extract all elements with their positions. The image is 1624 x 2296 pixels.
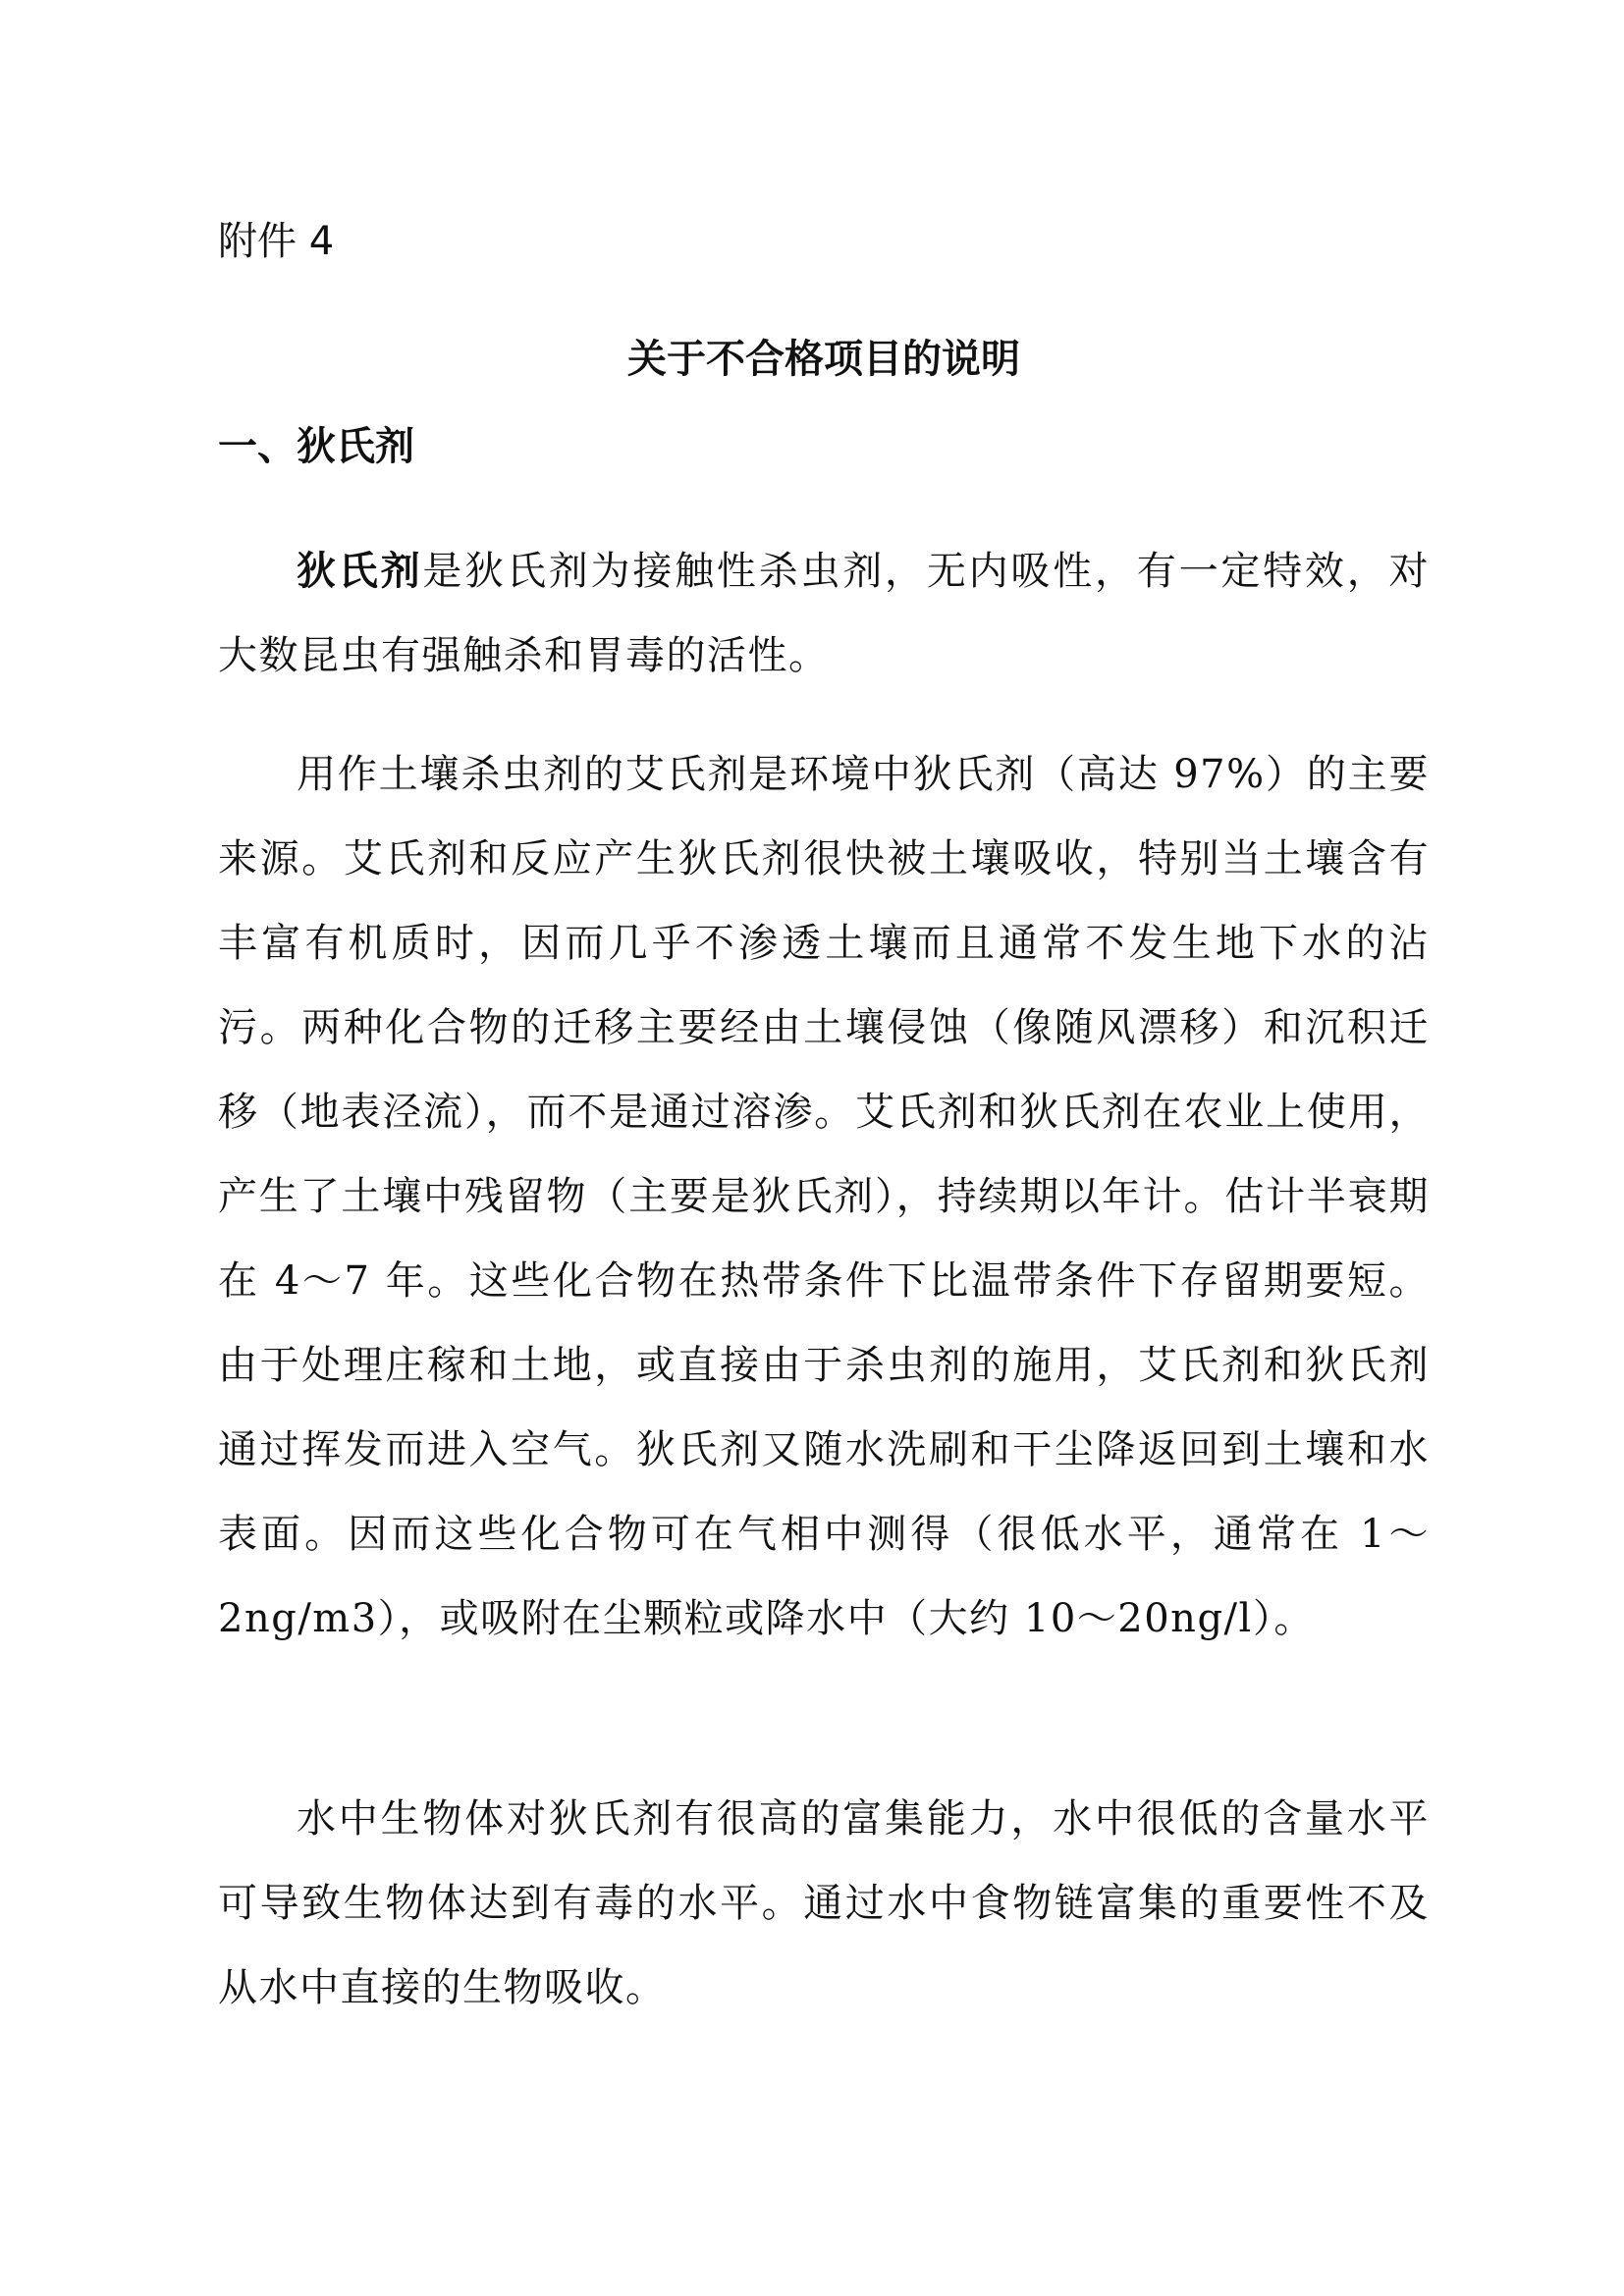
attachment-label: 附件 4: [218, 219, 335, 264]
highlighted-term: 狄氏剂: [297, 549, 423, 594]
section-heading: 一、狄氏剂: [218, 424, 414, 469]
paragraph-environment: 用作土壤杀虫剂的艾氏剂是环境中狄氏剂（高达 97%）的主要来源。艾氏剂和反应产生狄氏剂很快被土壤吸收，特别当土壤含有丰富有机质时，因而几乎不渗透土壤而且通常不发生地下水的沾污。两种化合物的迁移主要经由土壤侵蚀（像随风漂移）和沉积迁移（地表泾流），而不是通过溶渗。艾氏剂和狄氏剂在农业上使用，产生了土壤中残留物（主要是狄氏剂），持续期以年计。估计半衰期在 4～7 年。这些化合物在热带条件下比温带条件下存留期要短。由于处理庄稼和土地，或直接由于杀虫剂的施用，艾氏剂和狄氏剂通过挥发而进入空气。狄氏剂又随水洗刷和干尘降返回到土壤和水表面。因而这些化合物可在气相中测得（很低水平，通常在 1～2ng/m3），或吸附在尘颗粒或降水中（大约 10～20ng/l）。: [218, 752, 1430, 1641]
paragraph-bioaccumulation: 水中生物体对狄氏剂有很高的富集能力，水中很低的含量水平可导致生物体达到有毒的水平。通过水中食物链富集的重要性不及从水中直接的生物吸收。: [218, 1796, 1430, 2010]
document-title: 关于不合格项目的说明: [627, 337, 1020, 382]
paragraph-definition: [218, 529, 1430, 698]
paragraph-text: 是狄氏剂为接触性杀虫剂，无内吸性，有一定特效，对大数昆虫有强触杀和胃毒的活性。: [218, 549, 1431, 678]
